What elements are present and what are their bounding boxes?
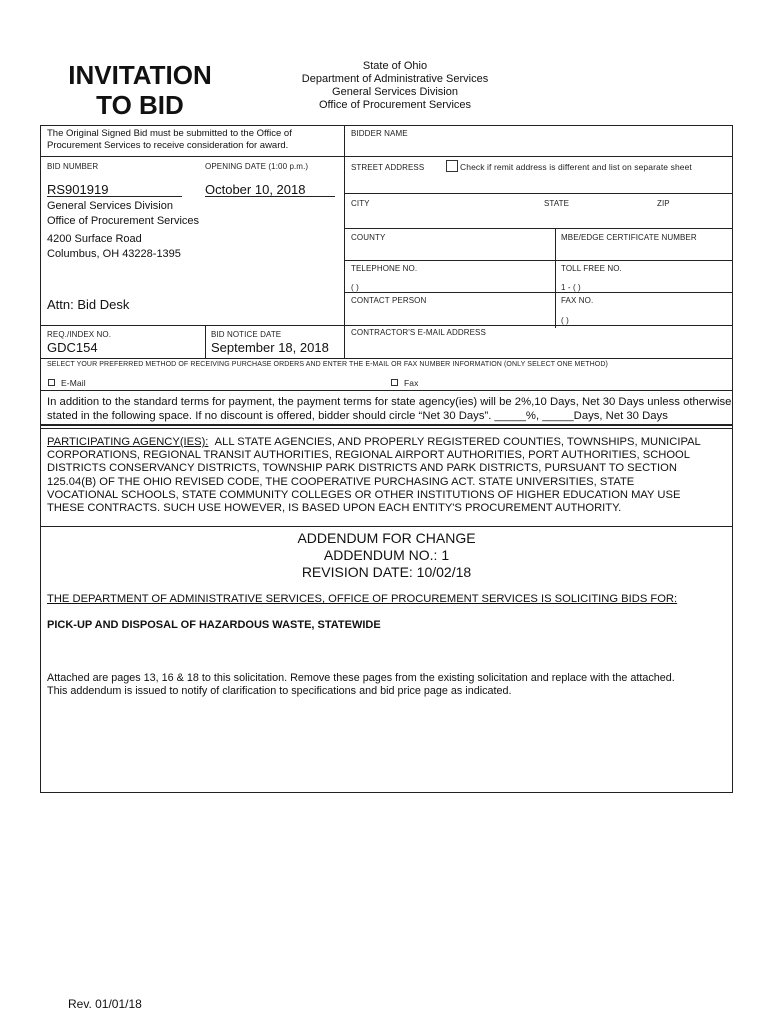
opening-date-label: OPENING DATE (1:00 p.m.) <box>205 162 309 171</box>
divider <box>40 428 733 429</box>
bid-number-underline <box>47 196 182 197</box>
opening-date-value[interactable]: October 10, 2018 <box>205 182 306 197</box>
agency-line: General Services Division <box>332 86 458 98</box>
bid-number-value[interactable]: RS901919 <box>47 182 109 197</box>
title-line-1: INVITATION <box>68 60 212 90</box>
attn-line: Attn: Bid Desk <box>47 297 130 312</box>
opening-date-underline <box>205 196 335 197</box>
agency-block <box>265 60 525 112</box>
payment-terms-line: In addition to the standard terms for payment, the payment terms for state agency(ies) will be 2%,10 Days, Net 30 Days unless otherwise <box>47 396 732 408</box>
participating-line: ALL STATE AGENCIES, AND PROPERLY REGISTERED COUNTIES, TOWNSHIPS, MUNICIPAL <box>214 436 701 448</box>
email-option-label: E-Mail <box>61 378 86 388</box>
revision-footer: Rev. 01/01/18 <box>68 997 142 1011</box>
title-line-2: TO BID <box>96 90 184 120</box>
agency-line: Office of Procurement Services <box>318 99 472 111</box>
participating-line: 125.04(B) OF THE OHIO REVISED CODE, THE COOPERATIVE PURCHASING ACT. STATE UNIVERSITIES, STATE <box>47 475 635 488</box>
payment-terms-line: stated in the following space. If no discount is offered, bidder should circle “Net 30 Days”. _____%, _____Days, Net 30 Days <box>47 409 668 422</box>
addendum-note-line: Attached are pages 13, 16 & 18 to this solicitation. Remove these pages from the existing solicitation and replace with the attached. <box>47 672 675 684</box>
agency-line: Department of Administrative Services <box>301 73 489 85</box>
divider <box>344 292 733 293</box>
participating-line: VOCATIONAL SCHOOLS, STATE COMMUNITY COLLEGES OR OTHER INSTITUTIONS OF HIGHER EDUCATION MAY USE <box>47 488 681 501</box>
divider <box>40 325 733 326</box>
document-title <box>40 60 240 120</box>
submit-note: The Original Signed Bid must be submitted to the Office of Procurement Services to receive consideration for award. <box>47 128 292 151</box>
bid-notice-label: BID NOTICE DATE <box>211 330 282 339</box>
divider <box>40 390 733 391</box>
address-line: General Services Division <box>47 200 173 212</box>
address-line: 4200 Surface Road <box>47 233 142 245</box>
divider <box>344 156 733 157</box>
req-index-value[interactable]: GDC154 <box>47 340 98 355</box>
state-label: STATE <box>544 199 570 208</box>
email-address-label: CONTRACTOR'S E-MAIL ADDRESS <box>351 328 486 337</box>
fax-checkbox[interactable] <box>391 379 398 386</box>
mbe-edge-label: MBE/EDGE CERTIFICATE NUMBER <box>561 233 697 242</box>
addendum-title: ADDENDUM FOR CHANGE <box>297 530 476 546</box>
address-line: Office of Procurement Services <box>47 215 200 227</box>
address-line: Columbus, OH 43228-1395 <box>47 248 181 260</box>
bid-subject: PICK-UP AND DISPOSAL OF HAZARDOUS WASTE, STATEWIDE <box>47 619 381 631</box>
participating-line: CORPORATIONS, REGIONAL TRANSIT AUTHORITIES, REGIONAL AIRPORT AUTHORITIES, PORT AUTHORITIES, SCHOOL <box>47 449 690 462</box>
soliciting-text: THE DEPARTMENT OF ADMINISTRATIVE SERVICES, OFFICE OF PROCUREMENT SERVICES IS SOLICITING BIDS FOR: <box>47 593 678 605</box>
divider <box>40 526 733 527</box>
addendum-number: ADDENDUM NO.: 1 <box>323 547 450 563</box>
telephone-field[interactable]: ( ) <box>351 283 359 292</box>
revision-date: REVISION DATE: 10/02/18 <box>301 564 472 580</box>
fax-field[interactable]: ( ) <box>561 316 569 325</box>
participating-line: THESE CONTRACTS. SUCH USE HOWEVER, IS BASED UPON EACH ENTITY'S PROCUREMENT AUTHORITY. <box>47 502 622 515</box>
divider <box>40 156 345 157</box>
city-label: CITY <box>351 199 370 208</box>
participating-agencies <box>47 436 723 515</box>
divider <box>555 228 556 328</box>
fax-label: FAX NO. <box>561 296 594 305</box>
email-checkbox[interactable] <box>48 379 55 386</box>
bid-number-label: BID NUMBER <box>47 162 99 171</box>
remit-checkbox[interactable] <box>446 160 458 172</box>
addendum-heading <box>40 530 733 581</box>
method-instruction: SELECT YOUR PREFERRED METHOD OF RECEIVING PURCHASE ORDERS AND ENTER THE E-MAIL OR FAX NUMBER INFORMATION (ONLY SELECT ONE METHOD) <box>47 361 608 368</box>
divider <box>344 260 733 261</box>
street-address-label: STREET ADDRESS <box>351 163 425 172</box>
telephone-label: TELEPHONE NO. <box>351 264 418 273</box>
agency-line: State of Ohio <box>362 60 428 72</box>
bid-notice-value[interactable]: September 18, 2018 <box>211 340 329 355</box>
divider <box>344 193 733 194</box>
contact-person-label: CONTACT PERSON <box>351 296 427 305</box>
divider <box>344 228 733 229</box>
participating-heading: PARTICIPATING AGENCY(IES): <box>47 436 209 448</box>
remit-checkbox-label: Check if remit address is different and list on separate sheet <box>460 162 692 172</box>
soliciting-statement <box>47 593 677 605</box>
divider <box>205 325 206 358</box>
fax-option-label: Fax <box>404 378 419 388</box>
divider <box>40 358 733 359</box>
addendum-notes <box>47 672 675 698</box>
zip-label: ZIP <box>657 199 670 208</box>
county-label: COUNTY <box>351 233 386 242</box>
toll-free-label: TOLL FREE NO. <box>561 264 622 273</box>
payment-terms <box>47 396 731 423</box>
req-index-label: REQ./INDEX NO. <box>47 330 112 339</box>
toll-free-field[interactable]: 1 - ( ) <box>561 283 581 292</box>
participating-line: DISTRICTS CONSERVANCY DISTRICTS, TOWNSHIP PARK DISTRICTS AND PARK DISTRICTS, PURSUANT TO SECTION <box>47 462 677 475</box>
bidder-name-label: BIDDER NAME <box>351 129 408 138</box>
divider <box>344 125 345 358</box>
addendum-note-line: This addendum is issued to notify of clarification to specifications and bid price page as indicated. <box>47 685 512 698</box>
